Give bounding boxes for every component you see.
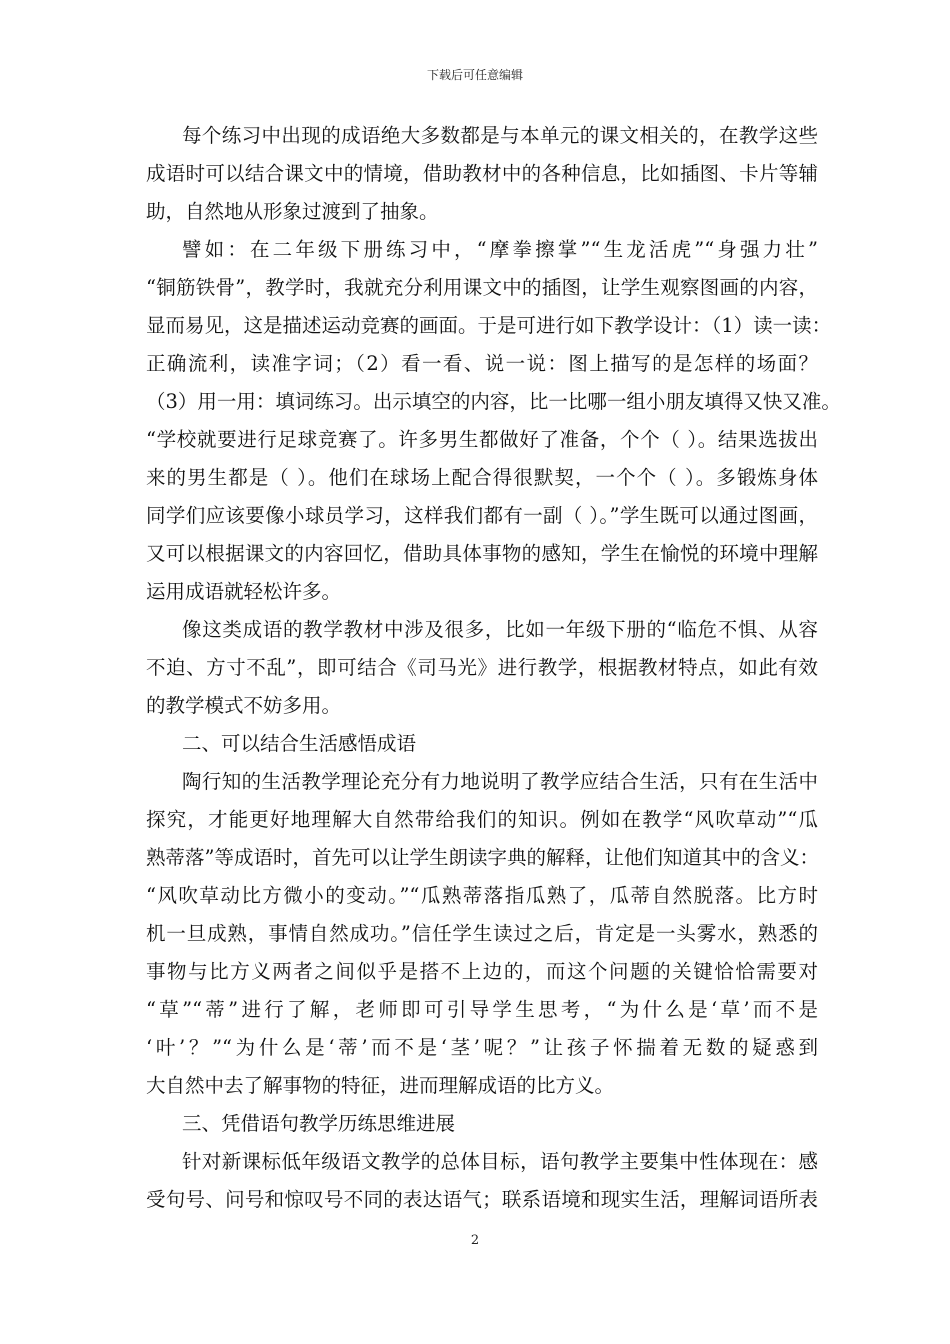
- section-heading: 三、凭借语句教学历练思维进展: [182, 1112, 456, 1135]
- paragraph-line: 大自然中去了解事物的特征，进而理解成语的比方义。: [146, 1074, 615, 1097]
- paragraph-line: 像这类成语的教学教材中涉及很多，比如一年级下册的“临危不惧、从容: [182, 618, 818, 641]
- paragraph-line: 同学们应该要像小球员学习，这样我们都有一副（ ）。”学生既可以通过图画，: [146, 504, 818, 527]
- paragraph-line: 运用成语就轻松许多。: [146, 580, 342, 603]
- paragraph-line: 来的男生都是（ ）。他们在球场上配合得很默契，一个个（ ）。多锻炼身体: [146, 466, 818, 489]
- paragraph-line: ‘叶’？”“为什么是‘蒂’而不是‘茎’呢？”让孩子怀揣着无数的疑惑到: [146, 1036, 818, 1059]
- page-header: 下载后可任意编辑: [426, 68, 523, 82]
- paragraph-line: 显而易见，这是描述运动竞赛的画面。于是可进行如下教学设计：（1）读一读：: [146, 314, 832, 337]
- paragraph-line: 熟蒂落”等成语时，首先可以让学生朗读字典的解释，让他们知道其中的含义：: [146, 846, 819, 869]
- paragraph-line: 成语时可以结合课文中的情境，借助教材中的各种信息，比如插图、卡片等辅: [146, 162, 818, 185]
- paragraph-line: 正确流利，读准字词；（2）看一看、说一说：图上描写的是怎样的场面？: [146, 352, 818, 375]
- paragraph-line: “风吹草动比方微小的变动。”“瓜熟蒂落指瓜熟了，瓜蒂自然脱落。比方时: [146, 884, 818, 907]
- paragraph-line: “铜筋铁骨”，教学时，我就充分利用课文中的插图，让学生观察图画的内容，: [146, 276, 818, 299]
- paragraph-line: （3）用一用：填词练习。出示填空的内容，比一比哪一组小朋友填得又快又准。: [146, 390, 841, 413]
- page-number: 2: [470, 1233, 480, 1248]
- paragraph-line: 陶行知的生活教学理论充分有力地说明了教学应结合生活，只有在生活中: [182, 770, 818, 793]
- paragraph-line: 的教学模式不妨多用。: [146, 694, 342, 717]
- paragraph-line: 不迫、方寸不乱”，即可结合《司马光》进行教学，根据教材特点，如此有效: [146, 656, 818, 679]
- paragraph-line: 受句号、问号和惊叹号不同的表达语气；联系语境和现实生活，理解词语所表: [146, 1188, 818, 1211]
- paragraph-line: 每个练习中出现的成语绝大多数都是与本单元的课文相关的，在教学这些: [182, 124, 818, 147]
- paragraph-line: 助，自然地从形象过渡到了抽象。: [146, 200, 439, 223]
- paragraph-line: 机一旦成熟，事情自然成功。”信任学生读过之后，肯定是一头雾水，熟悉的: [146, 922, 818, 945]
- paragraph-line: “学校就要进行足球竞赛了。许多男生都做好了准备，个个（ ）。结果选拔出: [146, 428, 818, 451]
- paragraph-line: 针对新课标低年级语文教学的总体目标，语句教学主要集中性体现在：感: [182, 1150, 818, 1173]
- section-heading: 二、可以结合生活感悟成语: [182, 732, 417, 755]
- paragraph-line: 探究，才能更好地理解大自然带给我们的知识。例如在教学“风吹草动”“瓜: [146, 808, 818, 831]
- paragraph-line: 又可以根据课文的内容回忆，借助具体事物的感知，学生在愉悦的环境中理解: [146, 542, 818, 565]
- paragraph-line: 譬如：在二年级下册练习中，“摩拳擦掌”“生龙活虎”“身强力壮”: [182, 238, 818, 261]
- paragraph-line: 事物与比方义两者之间似乎是搭不上边的，而这个问题的关键恰恰需要对: [146, 960, 818, 983]
- paragraph-line: “草”“蒂”进行了解，老师即可引导学生思考，“为什么是‘草’而不是: [146, 998, 818, 1021]
